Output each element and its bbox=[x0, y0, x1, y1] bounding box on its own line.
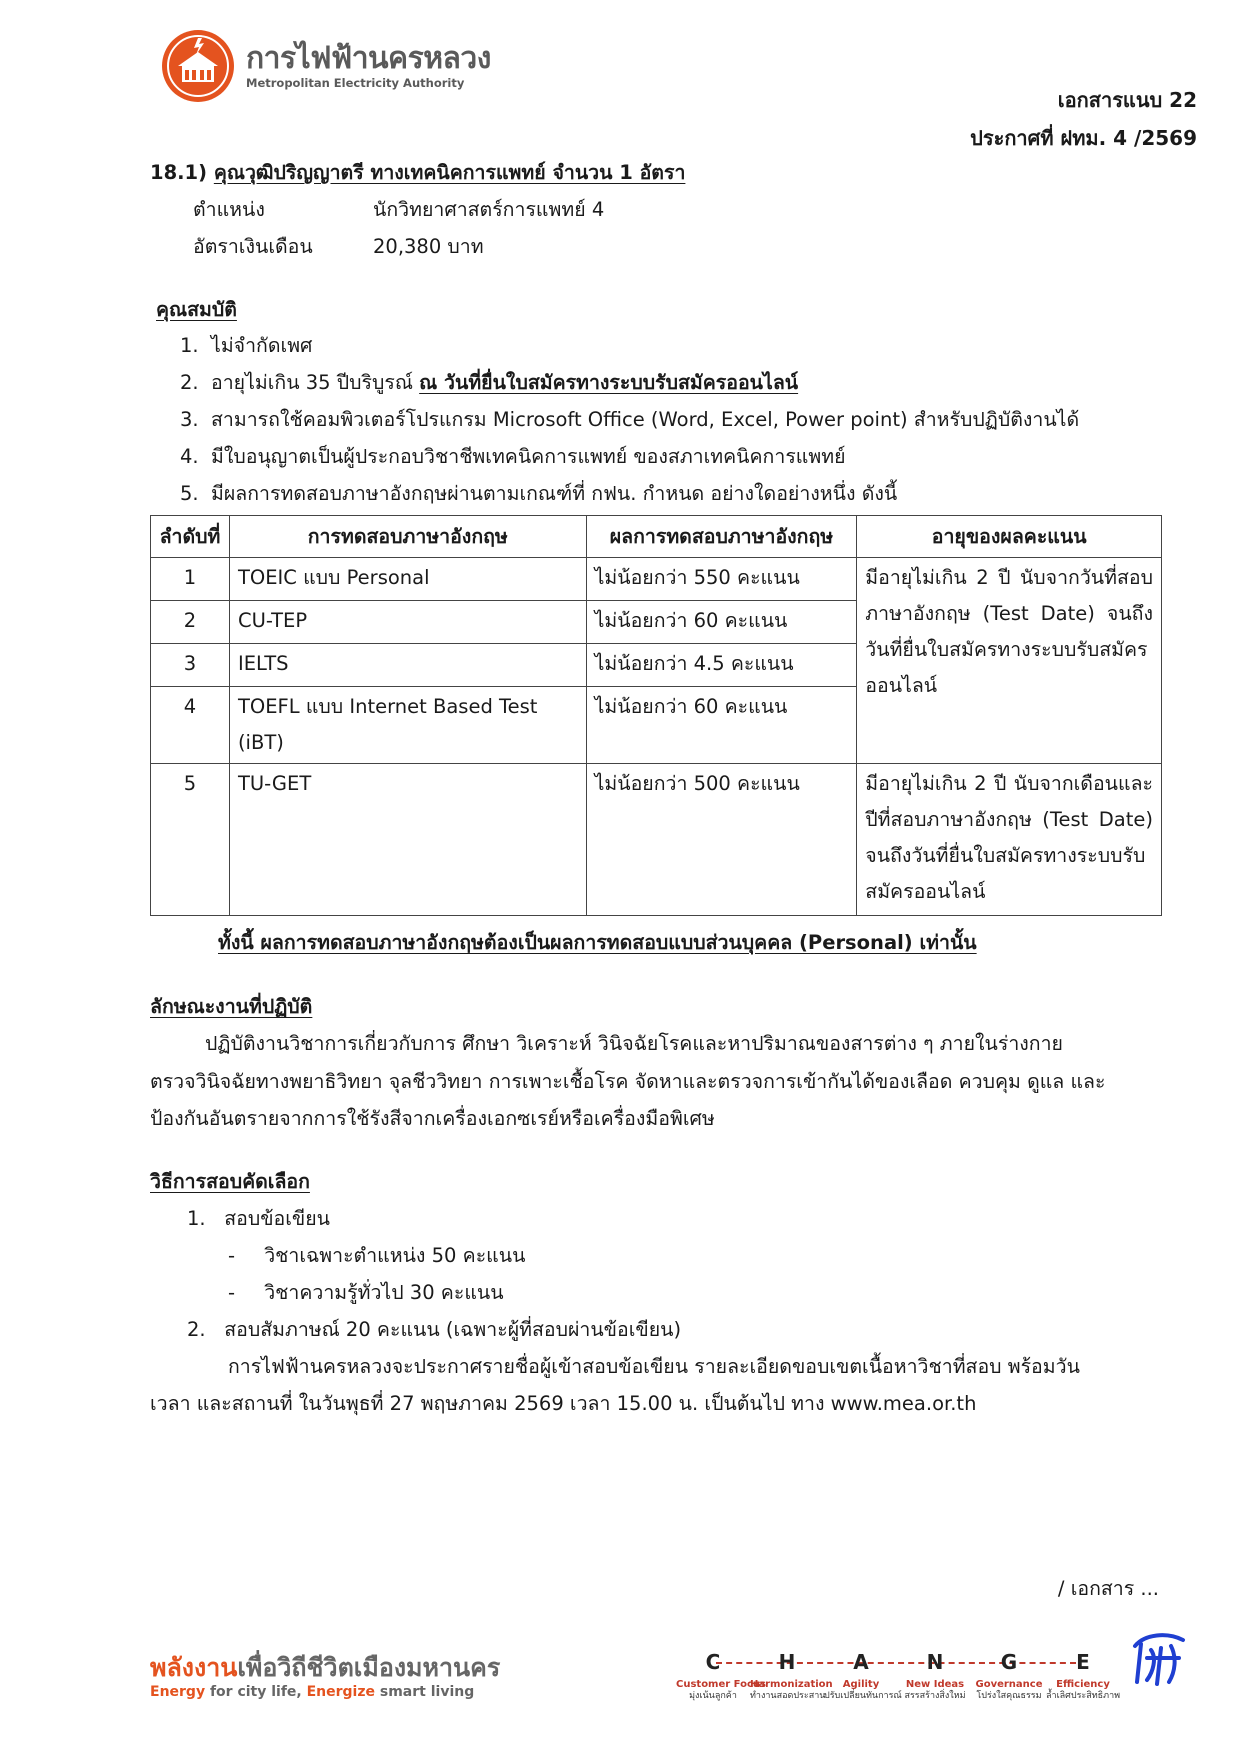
qualifications-heading: คุณสมบัติ bbox=[156, 298, 237, 321]
test-score: ไม่น้อยกว่า 500 คะแนน bbox=[586, 764, 857, 916]
score-validity: มีอายุไม่เกิน 2 ปี นับจากวันที่สอบภาษาอังกฤษ (Test Date) จนถึงวันที่ยื่นใบสมัครทางระบบรับสมัครออนไลน์ bbox=[857, 558, 1162, 764]
continuation-marker: / เอกสาร ... bbox=[1057, 1577, 1159, 1600]
slogan-th-part: เพื่อวิถีชีวิตเมืองมหานคร bbox=[237, 1653, 501, 1682]
test-score: ไม่น้อยกว่า 60 คะแนน bbox=[586, 687, 857, 764]
qualification-number: 2. bbox=[180, 371, 199, 394]
test-name: CU-TEP bbox=[229, 601, 586, 644]
change-word: Harmonization bbox=[750, 1679, 833, 1690]
position-title-label: ตำแหน่ง bbox=[193, 198, 265, 221]
qualification-text: มีผลการทดสอบภาษาอังกฤษผ่านตามเกณฑ์ที่ กฟน. กำหนด อย่างใดอย่างหนึ่ง ดังนี้ bbox=[211, 482, 898, 505]
selection-subitem bbox=[228, 1242, 525, 1270]
column-header: ลำดับที่ bbox=[151, 516, 230, 558]
selection-item bbox=[187, 1316, 681, 1344]
attachment-label: เอกสารแนบ 22 bbox=[1057, 88, 1197, 112]
test-name: IELTS bbox=[229, 644, 586, 687]
row-number: 1 bbox=[151, 558, 230, 601]
position-heading-text: คุณวุฒิปริญญาตรี ทางเทคนิคการแพทย์ จำนวน 1 อัตรา bbox=[213, 161, 686, 184]
qualification-text: สามารถใช้คอมพิวเตอร์โปรแกรม Microsoft Office (Word, Excel, Power point) สำหรับปฏิบัติงานได้ bbox=[211, 408, 1080, 431]
test-name: TOEFL แบบ Internet Based Test (iBT) bbox=[229, 687, 586, 764]
change-letter: A bbox=[853, 1650, 869, 1674]
selection-number: 1. bbox=[187, 1207, 206, 1230]
selection-number: 2. bbox=[187, 1318, 206, 1341]
change-letter: G bbox=[1000, 1650, 1018, 1674]
royal-signature-icon bbox=[1127, 1628, 1191, 1692]
slogan-en-part: for city life, bbox=[205, 1684, 307, 1700]
column-header: อายุของผลคะแนน bbox=[857, 516, 1162, 558]
selection-note-line: เวลา และสถานที่ ในวันพุธที่ 27 พฤษภาคม 2569 เวลา 15.00 น. เป็นต้นไป ทาง www.mea.or.th bbox=[150, 1392, 977, 1415]
row-number: 2 bbox=[151, 601, 230, 644]
qualification-text: ไม่จำกัดเพศ bbox=[211, 334, 313, 357]
salary-value: 20,380 บาท bbox=[373, 235, 484, 258]
change-word-th: ล้ำเลิศประสิทธิภาพ bbox=[1046, 1691, 1121, 1701]
change-word: Efficiency bbox=[1056, 1679, 1110, 1690]
row-number: 4 bbox=[151, 687, 230, 764]
position-heading bbox=[150, 159, 685, 187]
change-value bbox=[676, 1650, 766, 1702]
selection-note-line: การไฟฟ้านครหลวงจะประกาศรายชื่อผู้เข้าสอบข้อเขียน รายละเอียดขอบเขตเนื้อหาวิชาที่สอบ พร้อมวัน bbox=[228, 1355, 1080, 1378]
change-word: Agility bbox=[842, 1679, 880, 1690]
change-value bbox=[750, 1650, 833, 1702]
qualification-number: 3. bbox=[180, 408, 199, 431]
position-heading-number: 18.1) bbox=[150, 161, 208, 184]
qualification-number: 5. bbox=[180, 482, 199, 505]
slogan-en-part: Energize bbox=[306, 1684, 376, 1700]
position-title-value: นักวิทยาศาสตร์การแพทย์ 4 bbox=[373, 198, 605, 221]
change-word-th: สรรสร้างสิ่งใหม่ bbox=[904, 1691, 966, 1701]
salary-label: อัตราเงินเดือน bbox=[193, 235, 313, 258]
announcement-number: ประกาศที่ ฝทม. 4 /2569 bbox=[970, 126, 1197, 150]
change-value bbox=[1046, 1650, 1120, 1702]
change-value bbox=[824, 1650, 902, 1702]
qualification-number: 1. bbox=[180, 334, 199, 357]
selection-item bbox=[187, 1205, 330, 1233]
change-values-bar bbox=[676, 1650, 1121, 1730]
row-number: 5 bbox=[151, 764, 230, 916]
qualification-text: มีใบอนุญาตเป็นผู้ประกอบวิชาชีพเทคนิคการแพทย์ ของสภาเทคนิคการแพทย์ bbox=[211, 445, 846, 468]
qualification-item bbox=[180, 369, 798, 397]
slogan-en bbox=[150, 1684, 474, 1700]
column-header: การทดสอบภาษาอังกฤษ bbox=[229, 516, 586, 558]
test-name: TU-GET bbox=[229, 764, 586, 916]
qualification-item bbox=[180, 443, 846, 471]
test-name: TOEIC แบบ Personal bbox=[229, 558, 586, 601]
slogan-en-part: Energy bbox=[150, 1684, 206, 1700]
change-value bbox=[898, 1650, 972, 1702]
mea-logo bbox=[160, 28, 491, 104]
qualification-item bbox=[180, 480, 897, 508]
table-header-row bbox=[151, 516, 1162, 558]
test-score: ไม่น้อยกว่า 550 คะแนน bbox=[586, 558, 857, 601]
selection-heading: วิธีการสอบคัดเลือก bbox=[150, 1170, 310, 1193]
mea-emblem-icon bbox=[160, 28, 236, 104]
table-row bbox=[151, 558, 1162, 601]
org-name-en: Metropolitan Electricity Authority bbox=[246, 76, 465, 90]
change-word-th: ทำงานสอดประสาน bbox=[750, 1691, 826, 1701]
test-score: ไม่น้อยกว่า 60 คะแนน bbox=[586, 601, 857, 644]
column-header: ผลการทดสอบภาษาอังกฤษ bbox=[586, 516, 857, 558]
change-word-th: ปรับเปลี่ยนทันการณ์ bbox=[824, 1691, 902, 1701]
job-description-line: ปฏิบัติงานวิชาการเกี่ยวกับการ ศึกษา วิเคราะห์ วินิจฉัยโรคและหาปริมาณของสารต่าง ๆ ภายในร่างกาย bbox=[205, 1032, 1063, 1055]
change-word: Customer Focus bbox=[676, 1679, 766, 1690]
selection-text: สอบสัมภาษณ์ 20 คะแนน (เฉพาะผู้ที่สอบผ่านข้อเขียน) bbox=[224, 1318, 682, 1341]
change-letter: E bbox=[1076, 1650, 1090, 1674]
selection-subitem-text: วิชาเฉพาะตำแหน่ง 50 คะแนน bbox=[264, 1244, 526, 1267]
english-test-table bbox=[150, 515, 1162, 916]
change-word-th: มุ่งเน้นลูกค้า bbox=[689, 1691, 737, 1701]
qualification-item bbox=[180, 332, 312, 360]
qualification-number: 4. bbox=[180, 445, 199, 468]
job-heading: ลักษณะงานที่ปฏิบัติ bbox=[150, 995, 313, 1018]
score-validity: มีอายุไม่เกิน 2 ปี นับจากเดือนและปีที่สอบภาษาอังกฤษ (Test Date) จนถึงวันที่ยื่นใบสมัครทางระบบรับสมัครออนไลน์ bbox=[857, 764, 1162, 916]
job-description-line: ตรวจวินิจฉัยทางพยาธิวิทยา จุลชีววิทยา การเพาะเชื้อโรค จัดหาและตรวจการเข้ากันได้ของเลือด ควบคุม ดูแล และ bbox=[150, 1070, 1106, 1093]
dash-marker: - bbox=[228, 1281, 236, 1304]
qualification-item bbox=[180, 406, 1079, 434]
change-value bbox=[972, 1650, 1046, 1702]
slogan-th bbox=[150, 1648, 500, 1688]
selection-subitem-text: วิชาความรู้ทั่วไป 30 คะแนน bbox=[264, 1281, 504, 1304]
slogan-en-part: smart living bbox=[375, 1684, 475, 1700]
qualification-emphasis: ณ วันที่ยื่นใบสมัครทางระบบรับสมัครออนไลน์ bbox=[419, 371, 799, 394]
job-description-line: ป้องกันอันตรายจากการใช้รังสีจากเครื่องเอกซเรย์หรือเครื่องมือพิเศษ bbox=[150, 1107, 715, 1130]
slogan-th-part: พลังงาน bbox=[150, 1653, 238, 1682]
change-letter: C bbox=[705, 1650, 721, 1674]
selection-text: สอบข้อเขียน bbox=[224, 1207, 331, 1230]
qualification-text: อายุไม่เกิน 35 ปีบริบูรณ์ bbox=[211, 371, 420, 394]
dash-marker: - bbox=[228, 1244, 236, 1267]
test-score: ไม่น้อยกว่า 4.5 คะแนน bbox=[586, 644, 857, 687]
table-row bbox=[151, 764, 1162, 916]
change-word: Governance bbox=[975, 1679, 1043, 1690]
change-letter: H bbox=[778, 1650, 796, 1674]
selection-subitem bbox=[228, 1279, 504, 1307]
change-word: New Ideas bbox=[905, 1679, 965, 1690]
row-number: 3 bbox=[151, 644, 230, 687]
english-test-note: ทั้งนี้ ผลการทดสอบภาษาอังกฤษต้องเป็นผลการทดสอบแบบส่วนบุคคล (Personal) เท่านั้น bbox=[218, 931, 977, 954]
change-letter: N bbox=[926, 1650, 944, 1674]
org-name-th: การไฟฟ้านครหลวง bbox=[246, 41, 491, 76]
change-word-th: โปร่งใสคุณธรรม bbox=[976, 1691, 1042, 1701]
